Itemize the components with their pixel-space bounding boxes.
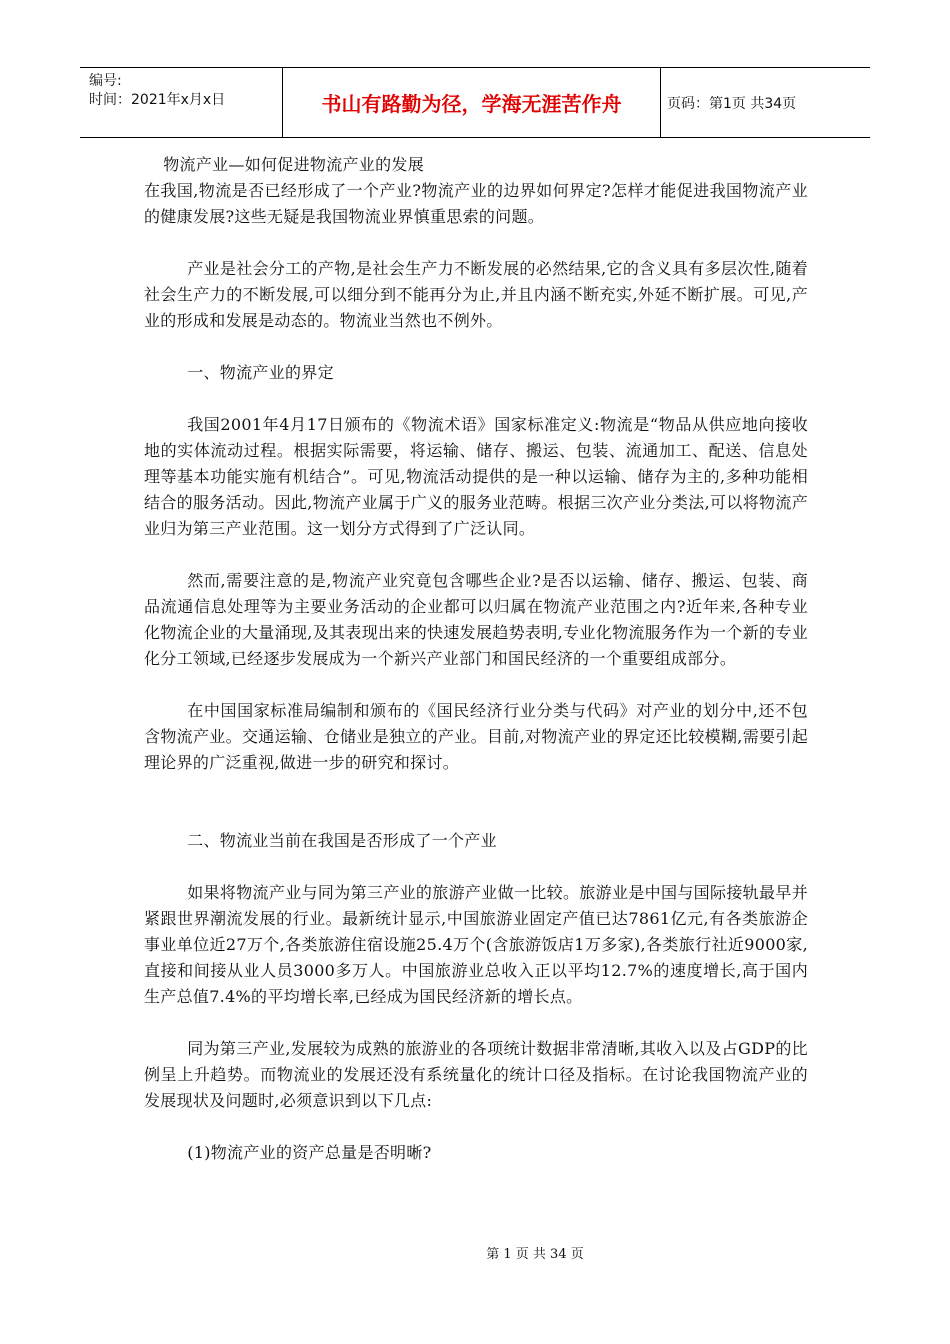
document-title: 物流产业—如何促进物流产业的发展 [163, 155, 424, 174]
intro-paragraph: 在我国,物流是否已经形成了一个产业?物流产业的边界如何界定?怎样才能促进我国物流产业的健康发展?这些无疑是我国物流业界慎重思索的问题。 [144, 181, 808, 226]
header-motto: 书山有路勤为径，学海无涯苦作舟 [283, 68, 661, 137]
document-number-label: 编号: [89, 73, 122, 89]
paragraph-2: 我国2001年4月17日颁布的《物流术语》国家标准定义:物流是“物品从供应地向接收地的实体流动过程。根据实际需要，将运输、储存、搬运、包装、流通加工、配送、信息处理等基本功能实施有机结合”。可见,物流活动提供的是一种以运输、储存为主的,多种功能相结合的服务活动。因此,物流产业属于广义的服务业范畴。根据三次产业分类法,可以将物流产业归为第三产业范围。这一划分方式得到了广泛认同。 [144, 415, 808, 538]
section-heading-2: 二、物流业当前在我国是否形成了一个产业 [187, 831, 497, 850]
header-page-info: 页码：第1页 共34页 [667, 95, 797, 112]
section-heading-1: 一、物流产业的界定 [187, 363, 334, 382]
page-header [80, 67, 870, 138]
document-date: 时间：2021年x月x日 [89, 92, 226, 108]
paragraph-6: 同为第三产业,发展较为成熟的旅游业的各项统计数据非常清晰,其收入以及占GDP的比例呈上升趋势。而物流业的发展还没有系统量化的统计口径及指标。在讨论我国物流产业的发展现状及问题时,必须意识到以下几点: [144, 1039, 808, 1110]
paragraph-5: 如果将物流产业与同为第三产业的旅游产业做一比较。旅游业是中国与国际接轨最早并紧跟世界潮流发展的行业。最新统计显示,中国旅游业固定产值已达7861亿元,有各类旅游企事业单位近27万个,各类旅游住宿设施25.4万个(含旅游饭店1万多家),各类旅行社近9000家,直接和间接从业人员3000多万人。中国旅游业总收入正以平均12.7%的速度增长,高于国内生产总值7.4%的平均增长率,已经成为国民经济新的增长点。 [144, 883, 808, 1006]
paragraph-3: 然而,需要注意的是,物流产业究竟包含哪些企业?是否以运输、储存、搬运、包装、商品流通信息处理等为主要业务活动的企业都可以归属在物流产业范围之内?近年来,各种专业化物流企业的大量涌现,及其表现出来的快速发展趋势表明,专业化物流服务作为一个新的专业化分工领域,已经逐步发展成为一个新兴产业部门和国民经济的一个重要组成部分。 [144, 571, 808, 668]
paragraph-4: 在中国国家标准局编制和颁布的《国民经济行业分类与代码》对产业的划分中,还不包含物流产业。交通运输、仓储业是独立的产业。目前,对物流产业的界定还比较模糊,需要引起理论界的广泛重视,做进一步的研究和探讨。 [144, 701, 808, 772]
paragraph-1: 产业是社会分工的产物,是社会生产力不断发展的必然结果,它的含义具有多层次性,随着社会生产力的不断发展,可以细分到不能再分为止,并且内涵不断充实,外延不断扩展。可见,产业的形成和发展是动态的。物流业当然也不例外。 [144, 259, 808, 330]
page-footer: 第 1 页 共 34 页 [486, 1247, 584, 1262]
header-meta-cell [80, 68, 283, 137]
document-body [144, 152, 808, 1166]
question-1: (1)物流产业的资产总量是否明晰? [187, 1143, 432, 1162]
